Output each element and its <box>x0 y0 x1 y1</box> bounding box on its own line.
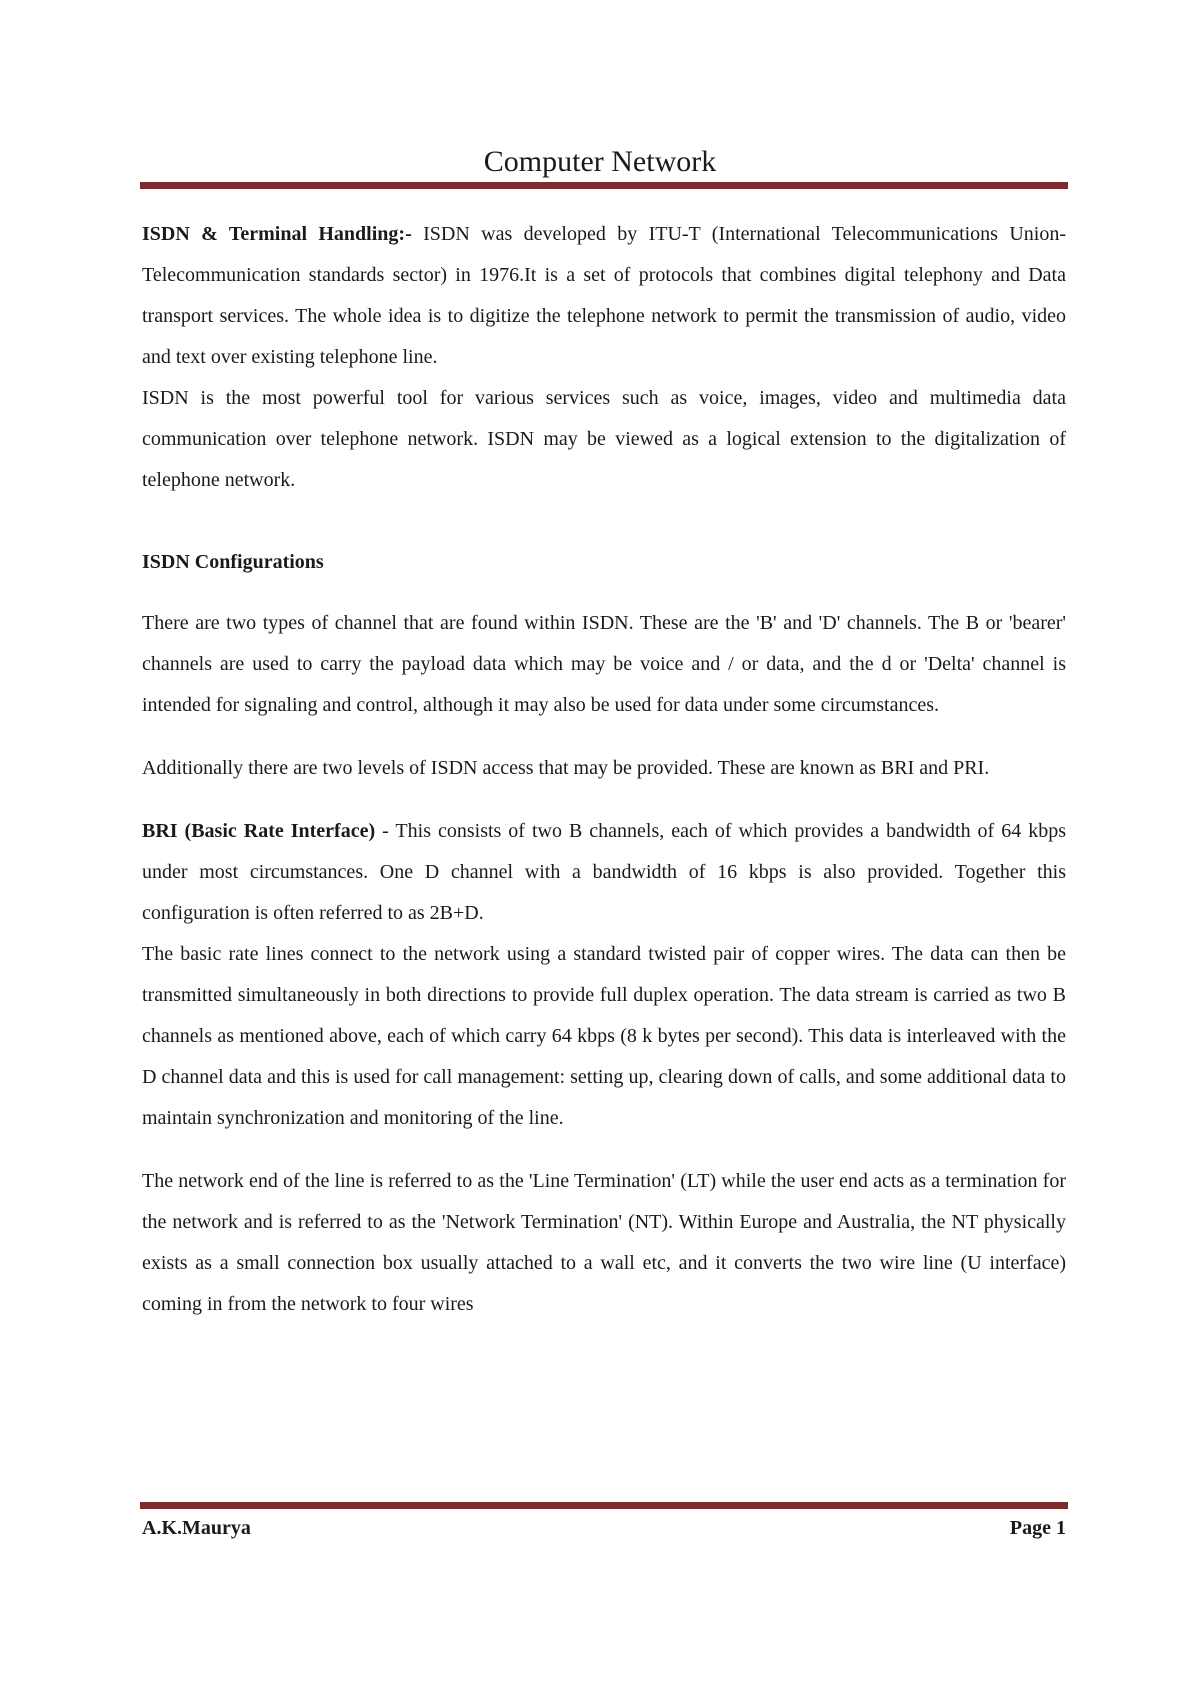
bri-paragraph <box>142 811 1066 934</box>
config-paragraph-1: There are two types of channel that are found within ISDN. These are the 'B' and 'D' channels. The B or 'bearer' channels are used to carry the payload data which may be voice and / or data, and the d or 'Delta' channel is intended for signaling and control, although it may also be used for data under some circumstances. <box>142 612 1066 716</box>
footer-author: A.K.Maurya <box>142 1517 251 1539</box>
nt-paragraph: The network end of the line is referred to as the 'Line Termination' (LT) while the user end acts as a termination for the network and is referred to as the 'Network Termination' (NT). Within Europe and Australia, the NT physically exists as a small connection box usually attached to a wall etc, and it converts the two wire line (U interface) coming in from the network to four wires <box>142 1170 1066 1315</box>
header-rule <box>140 182 1068 189</box>
page-footer <box>142 1513 1066 1543</box>
page-header-title: Computer Network <box>483 145 717 178</box>
bri-heading: BRI (Basic Rate Interface) <box>142 820 376 842</box>
bri-paragraph-2: The basic rate lines connect to the network using a standard twisted pair of copper wires. The data can then be transmitted simultaneously in both directions to provide full duplex operation. The data stream is carried as two B channels as mentioned above, each of which carry 64 kbps (8 k bytes per second). This data is interleaved with the D channel data and this is used for call management: setting up, clearing down of calls, and some additional data to maintain synchronization and monitoring of the line. <box>142 943 1066 1129</box>
intro-paragraph <box>142 214 1066 378</box>
document-body <box>142 214 1066 1325</box>
bri-text: - This consists of two B channels, each of which provides a bandwidth of 64 kbps under most circumstances. One D channel with a bandwidth of 16 kbps is also provided. Together this configuration is often referred to as 2B+D. <box>142 820 1066 924</box>
footer-rule <box>140 1502 1068 1509</box>
intro-heading: ISDN & Terminal Handling:- <box>142 223 412 245</box>
config-paragraph-2: Additionally there are two levels of ISDN access that may be provided. These are known as BRI and PRI. <box>142 757 990 779</box>
footer-page-number: Page 1 <box>1009 1517 1066 1539</box>
config-heading: ISDN Configurations <box>142 551 324 573</box>
intro-text: ISDN was developed by ITU-T (International Telecommunications Union-Telecommunication standards sector) in 1976.It is a set of protocols that combines digital telephony and Data transport services. The whole idea is to digitize the telephone network to permit the transmission of audio, video and text over existing telephone line. <box>142 223 1066 368</box>
intro-paragraph-2: ISDN is the most powerful tool for various services such as voice, images, video and multimedia data communication over telephone network. ISDN may be viewed as a logical extension to the digitalization of telephone network. <box>142 387 1066 491</box>
